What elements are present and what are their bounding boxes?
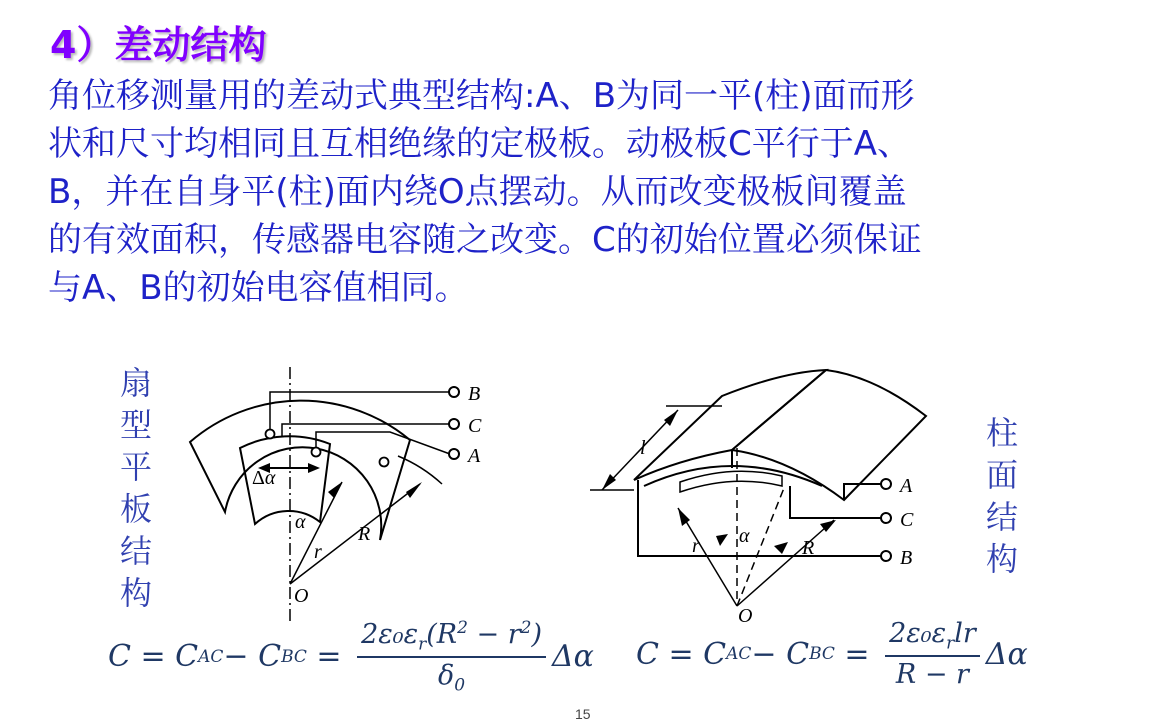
arrow-head xyxy=(308,463,320,473)
left-side-label-char: 板 xyxy=(119,490,152,528)
formula-text: δ xyxy=(438,660,455,692)
label-big-r: R xyxy=(802,537,815,559)
formula-sup: 2 xyxy=(520,618,532,638)
lead-c xyxy=(282,424,450,436)
sector-plate-diagram xyxy=(170,362,510,630)
body-line: 状和尺寸均相同且互相绝缘的定极板。动极板C平行于A、 xyxy=(48,124,911,164)
formula-text: − C xyxy=(751,636,810,672)
label-origin: O xyxy=(294,585,309,607)
lead-a xyxy=(844,484,882,500)
terminal-a xyxy=(881,479,891,489)
formula-denominator xyxy=(434,658,469,695)
contact-point xyxy=(312,448,321,457)
formula-text: 2ε₀ε xyxy=(361,619,419,650)
contact-point xyxy=(380,458,389,467)
label-delta-alpha: Δα xyxy=(252,467,276,489)
right-side-label-char: 结 xyxy=(985,498,1018,536)
body-paragraph xyxy=(48,72,1118,312)
formula-sub: BC xyxy=(281,646,307,667)
formula-sub: 0 xyxy=(454,675,466,696)
cylinder-capacitance-formula xyxy=(636,618,1028,690)
terminal-label-b: B xyxy=(900,547,913,569)
cylindrical-plate-diagram xyxy=(582,368,952,630)
body-line: B，并在自身平(柱)面内绕O点摆动。从而改变极板间覆盖 xyxy=(48,172,907,212)
right-side-label-char: 柱 xyxy=(985,414,1018,452)
formula-text: lr xyxy=(954,618,976,649)
terminal-c xyxy=(881,513,891,523)
formula-sub: r xyxy=(418,634,427,655)
formula-sub: AC xyxy=(726,644,752,665)
label-alpha: α xyxy=(295,511,306,533)
contact-point xyxy=(266,430,275,439)
body-line: 与A、B的初始电容值相同。 xyxy=(48,268,469,308)
arrow-head xyxy=(678,508,690,526)
left-side-label-char: 型 xyxy=(119,406,152,444)
inner-plate-c xyxy=(680,471,782,492)
terminal-b xyxy=(881,551,891,561)
body-line: 的有效面积，传感器电容随之改变。C的初始位置必须保证 xyxy=(48,220,922,260)
arrow-head xyxy=(406,482,422,498)
label-alpha: α xyxy=(739,525,750,547)
formula-text: = xyxy=(834,636,880,672)
formula-text: C = C xyxy=(636,636,727,672)
formula-text: 2ε₀ε xyxy=(889,618,947,649)
left-side-label-char: 扇 xyxy=(119,364,152,402)
lead-a xyxy=(316,432,450,454)
terminal-label-c: C xyxy=(468,415,482,437)
terminal-label-b: B xyxy=(468,383,481,405)
right-side-label-char: 构 xyxy=(985,540,1018,578)
formula-fraction xyxy=(357,618,546,696)
radius-big-r-line xyxy=(290,484,420,584)
formula-text: − C xyxy=(223,639,282,675)
left-side-label-char: 平 xyxy=(119,448,152,486)
sector-capacitance-formula xyxy=(108,618,594,696)
label-origin: O xyxy=(738,605,753,627)
formula-text: Δα xyxy=(552,639,594,675)
cylinder-plate-right xyxy=(732,370,926,500)
page-number: 15 xyxy=(575,706,591,722)
formula-text: ) xyxy=(531,619,543,650)
terminal-label-a: A xyxy=(468,445,481,467)
formula-sub: BC xyxy=(809,644,835,665)
formula-sub: r xyxy=(946,633,955,654)
left-side-label-char: 构 xyxy=(119,574,152,612)
formula-text: − r xyxy=(467,619,521,650)
left-side-label xyxy=(116,362,156,614)
arrow-head xyxy=(328,482,342,498)
terminal-c xyxy=(449,419,459,429)
formula-text: = xyxy=(306,639,352,675)
formula-text: C = C xyxy=(108,639,199,675)
terminal-b xyxy=(449,387,459,397)
body-line: 角位移测量用的差动式典型结构:A、B为同一平(柱)面而形 xyxy=(48,76,915,116)
left-side-label-char: 结 xyxy=(119,532,152,570)
formula-sup: 2 xyxy=(457,618,468,638)
formula-text: (R xyxy=(426,619,458,650)
formula-sub: AC xyxy=(198,646,224,667)
slide-title: 4）差动结构 xyxy=(50,23,267,67)
terminal-label-a: A xyxy=(900,475,913,497)
arrow-head xyxy=(716,534,728,546)
label-big-r: R xyxy=(358,523,371,545)
arrow-head xyxy=(774,542,788,554)
lead-c xyxy=(790,486,882,518)
right-side-label xyxy=(982,412,1022,580)
label-length: l xyxy=(640,437,646,459)
formula-fraction xyxy=(885,618,980,690)
formula-text: Δα xyxy=(985,636,1028,672)
formula-numerator xyxy=(885,618,980,657)
formula-numerator xyxy=(357,618,546,658)
label-r: r xyxy=(314,541,322,563)
terminal-a xyxy=(449,449,459,459)
radius-big-r-line xyxy=(737,520,834,606)
formula-denominator: R − r xyxy=(895,659,969,691)
label-r: r xyxy=(692,535,700,557)
right-side-label-char: 面 xyxy=(985,456,1018,494)
terminal-label-c: C xyxy=(900,509,914,531)
